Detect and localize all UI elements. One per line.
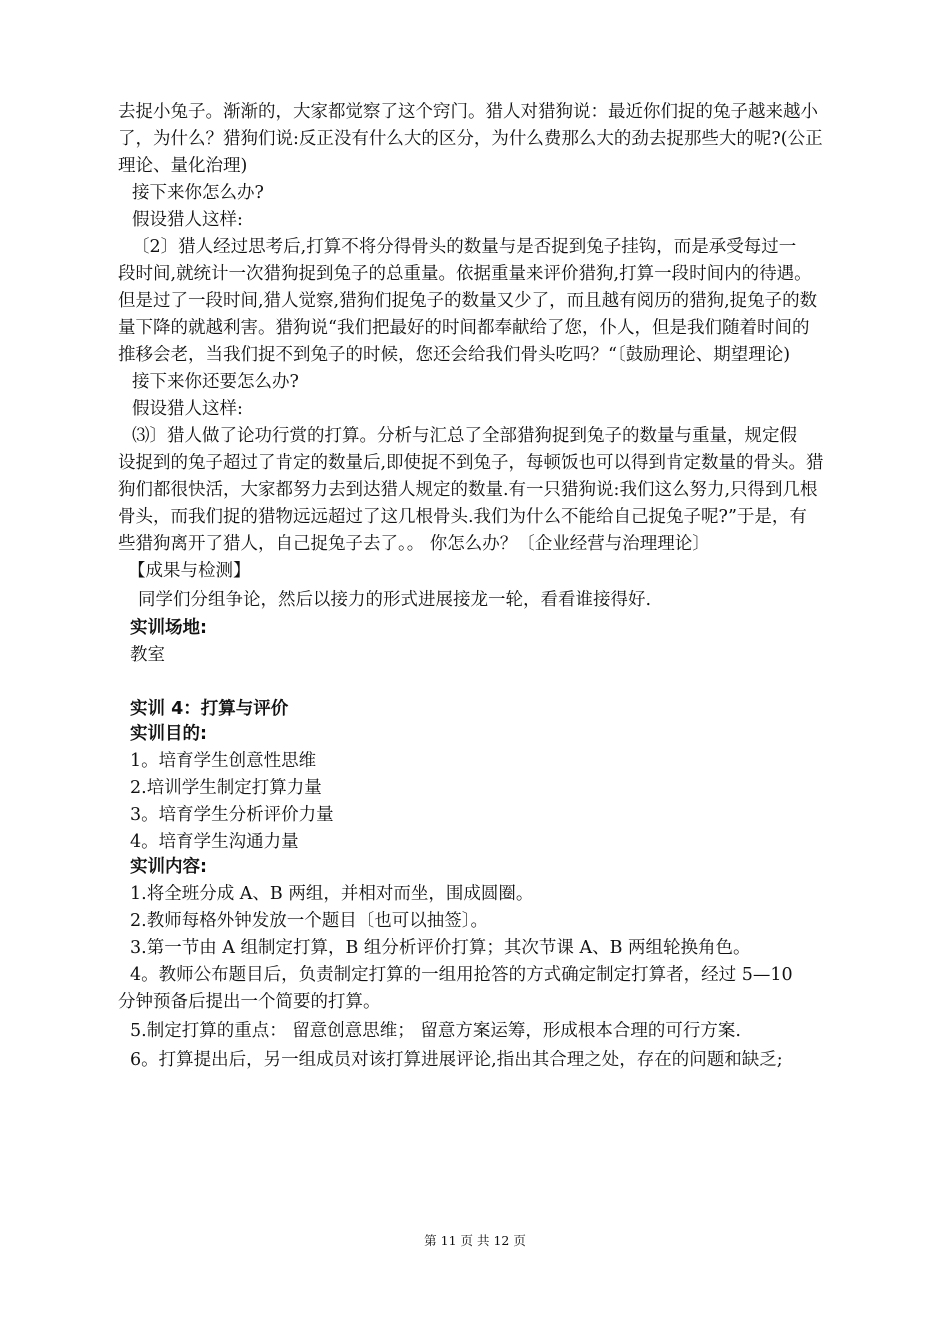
training4-content-1: 1.将全班分成 A、B 两组，并相对而坐，围成圆圈。 [130,884,534,904]
results-text: 同学们分组争论，然后以接力的形式进展接龙一轮，看看谁接得好. [138,590,652,610]
story-p3-line-2: 设捉到的兔子超过了肯定的数量后,即使捉不到兔子，每顿饭也可以得到肯定数量的骨头。猎 [118,453,824,473]
story-p3-line-4: 骨头，而我们捉的猎物远远超过了这几根骨头.我们为什么不能给自己捉兔子呢?”于是，有 [118,507,807,527]
training4-content-4: 4。教师公布题目后，负责制定打算的一组用抢答的方式确定制定打算者，经过 5—10 [130,965,793,985]
story-p1-line-2: 了，为什么？猎狗们说:反正没有什么大的区分，为什么费那么大的劲去捉那些大的呢?(公正 [118,129,823,149]
story-p3-line-3: 狗们都很快活，大家都努力去到达猎人规定的数量.有一只猎狗说:我们这么努力,只得到几根 [118,480,818,500]
results-heading: 【成果与检测】 [128,561,251,581]
story-p2-line-4: 量下降的就越利害。猎狗说“我们把最好的时间都奉献给了您，仆人，但是我们随着时间的 [118,318,810,338]
training4-content-3: 3.第一节由 A 组制定打算，B 组分析评价打算；其次节课 A、B 两组轮换角色。 [130,938,751,958]
training4-goal-2: 2.培训学生制定打算力量 [130,778,322,798]
training4-content-5: 5.制定打算的重点： 留意创意思维； 留意方案运筹，形成根本合理的可行方案. [130,1021,741,1041]
story-p3-line-5: 些猎狗离开了猎人，自己捉兔子去了。。 你怎么办？〔企业经营与治理理论〕 [118,534,710,554]
training4-content-6: 6。打算提出后，另一组成员对该打算进展评论,指出其合理之处，存在的问题和缺乏; [130,1050,783,1070]
story-question-2: 接下来你还要怎么办? [132,372,299,392]
page-footer: 第 11 页 共 12 页 [424,1233,526,1248]
story-p1-line-3: 理论、量化治理) [118,156,248,176]
training4-goal-3: 3。培育学生分析评价力量 [130,805,334,825]
training4-title: 实训 4：打算与评价 [130,699,289,719]
story-p3-line-1: ⑶〕猎人做了论功行赏的打算。分析与汇总了全部猎狗捉到兔子的数量与重量，规定假 [132,426,797,446]
story-p2-line-3: 但是过了一段时间,猎人觉察,猎狗们捉兔子的数量又少了，而且越有阅历的猎狗,捉兔子的数 [118,291,818,311]
training4-goal-heading: 实训目的: [130,724,207,744]
training4-content-4-cont: 分钟预备后提出一个简要的打算。 [118,992,381,1012]
story-p2-line-2: 段时间,就统计一次猎狗捉到兔子的总重量。依据重量来评价猎狗,打算一段时间内的待遇。 [118,264,812,284]
story-p1-line-1: 去捉小兔子。渐渐的，大家都觉察了这个窍门。猎人对猎狗说：最近你们捉的兔子越来越小 [118,102,818,122]
story-p2-line-1: 〔2〕猎人经过思考后,打算不将分得骨头的数量与是否捉到兔子挂钩，而是承受每过一 [132,237,797,257]
venue-text: 教室 [130,645,165,665]
training4-content-heading: 实训内容: [130,857,207,877]
training4-content-2: 2.教师每格外钟发放一个题目〔也可以抽签〕。 [130,911,488,931]
venue-heading: 实训场地: [130,618,207,638]
training4-goal-4: 4。培育学生沟通力量 [130,832,299,852]
story-p2-line-5: 推移会老，当我们捉不到兔子的时候，您还会给我们骨头吃吗？“〔鼓励理论、期望理论) [118,345,791,365]
training4-goal-1: 1。培育学生创意性思维 [130,751,317,771]
story-question-1: 接下来你怎么办? [132,183,264,203]
story-answer-1: 假设猎人这样: [132,210,243,230]
story-answer-2: 假设猎人这样: [132,399,243,419]
